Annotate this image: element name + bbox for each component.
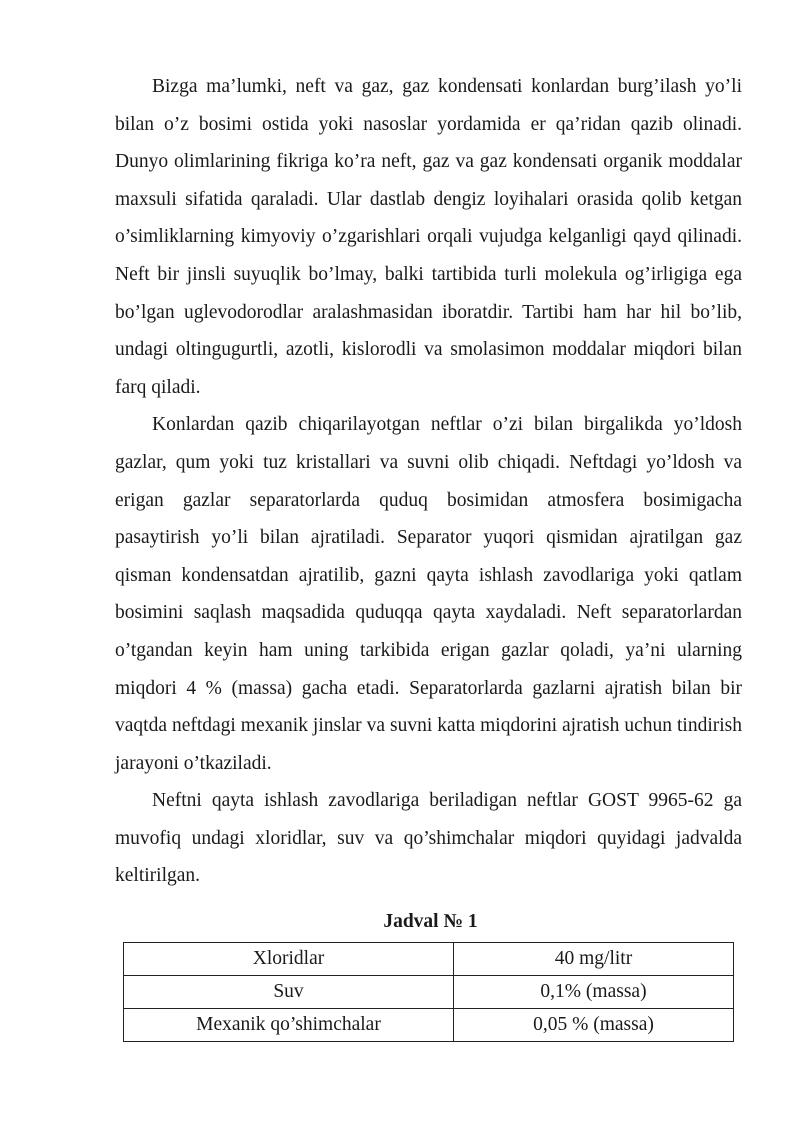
table-cell-value: 0,1% (massa): [454, 976, 734, 1009]
table-cell-label: Mexanik qo’shimchalar: [124, 1009, 454, 1042]
table-cell-value: 0,05 % (massa): [454, 1009, 734, 1042]
table-row: [124, 1009, 734, 1042]
paragraph-3: Neftni qayta ishlash zavodlariga beriladigan neftlar GOST 9965-62 ga muvofiq undagi xloridlar, suv va qo’shimchalar miqdori quyidagi jadvalda keltirilgan.: [115, 790, 742, 887]
table-cell-label: Xloridlar: [124, 943, 454, 976]
table-cell-label: Suv: [124, 976, 454, 1009]
table-cell-value: 40 mg/litr: [454, 943, 734, 976]
data-table: [123, 942, 734, 1042]
paragraph-1: Bizga ma’lumki, neft va gaz, gaz kondensati konlardan burg’ilash yo’li bilan o’z bosimi ostida yoki nasoslar yordamida er qa’ridan qazib olinadi. Dunyo olimlarining fikriga ko’ra neft, gaz va gaz kondensati organik moddalar maxsuli sifatida qaraladi. Ular dastlab dengiz loyihalari orasida qolib ketgan o’simliklarning kimyoviy o’zgarishlari orqali vujudga kelganligi qayd qilinadi. Neft bir jinsli suyuqlik bo’lmay, balki tartibida turli molekula og’irligiga ega bo’lgan uglevodorodlar aralashmasidan iboratdir. Tartibi ham har hil bo’lib, undagi oltingugurtli, azotli, kislorodli va smolasimon moddalar miqdori bilan farq qiladi.: [115, 76, 742, 398]
document-page: [115, 68, 742, 1042]
table-row: [124, 976, 734, 1009]
table-row: [124, 943, 734, 976]
table-caption: Jadval № 1: [383, 911, 478, 933]
paragraph-2: Konlardan qazib chiqarilayotgan neftlar o’zi bilan birgalikda yo’ldosh gazlar, qum yoki tuz kristallari va suvni olib chiqadi. Neftdagi yo’ldosh va erigan gazlar separatorlarda quduq bosimidan atmosfera bosimigacha pasaytirish yo’li bilan ajratiladi. Separator yuqori qismidan ajratilgan gaz qisman kondensatdan ajratilib, gazni qayta ishlash zavodlariga yoki qatlam bosimini saqlash maqsadida quduqqa qayta xaydaladi. Neft separatorlardan o’tgandan keyin ham uning tarkibida erigan gazlar qoladi, ya’ni ularning miqdori 4 % (massa) gacha etadi. Separatorlarda gazlarni ajratish bilan bir vaqtda neftdagi mexanik jinslar va suvni katta miqdorini ajratish uchun tindirish jarayoni o’tkaziladi.: [115, 414, 742, 774]
